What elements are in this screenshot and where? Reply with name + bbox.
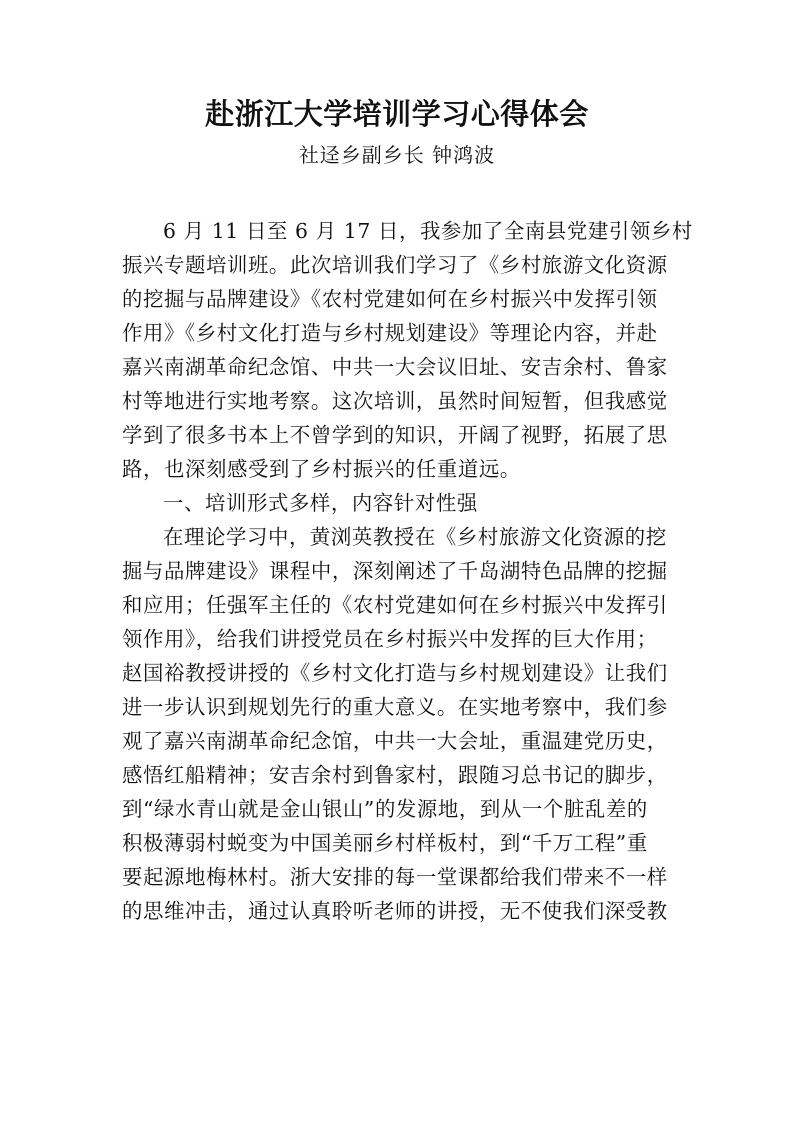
- paragraph-line: 积极薄弱村蜕变为中国美丽乡村样板村，到“千万工程”重: [122, 831, 648, 855]
- paragraph-line: 掘与品牌建设》课程中，深刻阐述了千岛湖特色品牌的挖掘: [122, 559, 668, 583]
- paragraph-line: 和应用；任强军主任的《农村党建如何在乡村振兴中发挥引: [122, 593, 668, 617]
- section-heading: 一、培训形式多样，内容针对性强: [163, 491, 478, 515]
- paragraph-line: 的挖掘与品牌建设》《农村党建如何在乡村振兴中发挥引领: [122, 287, 658, 311]
- paragraph-line: 到“绿水青山就是金山银山”的发源地，到从一个脏乱差的: [122, 797, 648, 821]
- paragraph-line: 赵国裕教授讲授的《乡村文化打造与乡村规划建设》让我们: [122, 661, 668, 685]
- paragraph-line: 振兴专题培训班。此次培训我们学习了《乡村旅游文化资源: [122, 253, 668, 277]
- paragraph-line: 的思维冲击，通过认真聆听老师的讲授，无不使我们深受教: [122, 899, 668, 923]
- paragraph-line: 领作用》，给我们讲授党员在乡村振兴中发挥的巨大作用；: [122, 627, 658, 651]
- paragraph-line: 学到了很多书本上不曾学到的知识，开阔了视野，拓展了思: [122, 423, 668, 447]
- document-title: 赴浙江大学培训学习心得体会: [205, 97, 589, 131]
- paragraph-line: 进一步认识到规划先行的重大意义。在实地考察中，我们参: [122, 695, 668, 719]
- paragraph-line: 村等地进行实地考察。这次培训，虽然时间短暂，但我感觉: [122, 389, 668, 413]
- paragraph-line: 6 月 11 日至 6 月 17 日，我参加了全南县党建引领乡村: [163, 219, 693, 243]
- paragraph-line: 感悟红船精神；安吉余村到鲁家村，跟随习总书记的脚步，: [122, 763, 668, 787]
- paragraph-line: 路，也深刻感受到了乡村振兴的任重道远。: [122, 457, 521, 481]
- paragraph-line: 嘉兴南湖革命纪念馆、中共一大会议旧址、安吉余村、鲁家: [122, 355, 668, 379]
- document-author: 社迳乡副乡长 钟鸿波: [298, 143, 496, 167]
- paragraph-line: 要起源地梅林村。浙大安排的每一堂课都给我们带来不一样: [122, 865, 668, 889]
- paragraph-line: 观了嘉兴南湖革命纪念馆，中共一大会址，重温建党历史，: [122, 729, 668, 753]
- paragraph-line: 作用》《乡村文化打造与乡村规划建设》等理论内容，并赴: [122, 321, 658, 345]
- paragraph-line: 在理论学习中，黄浏英教授在《乡村旅游文化资源的挖: [163, 525, 667, 549]
- document-body: [122, 214, 693, 928]
